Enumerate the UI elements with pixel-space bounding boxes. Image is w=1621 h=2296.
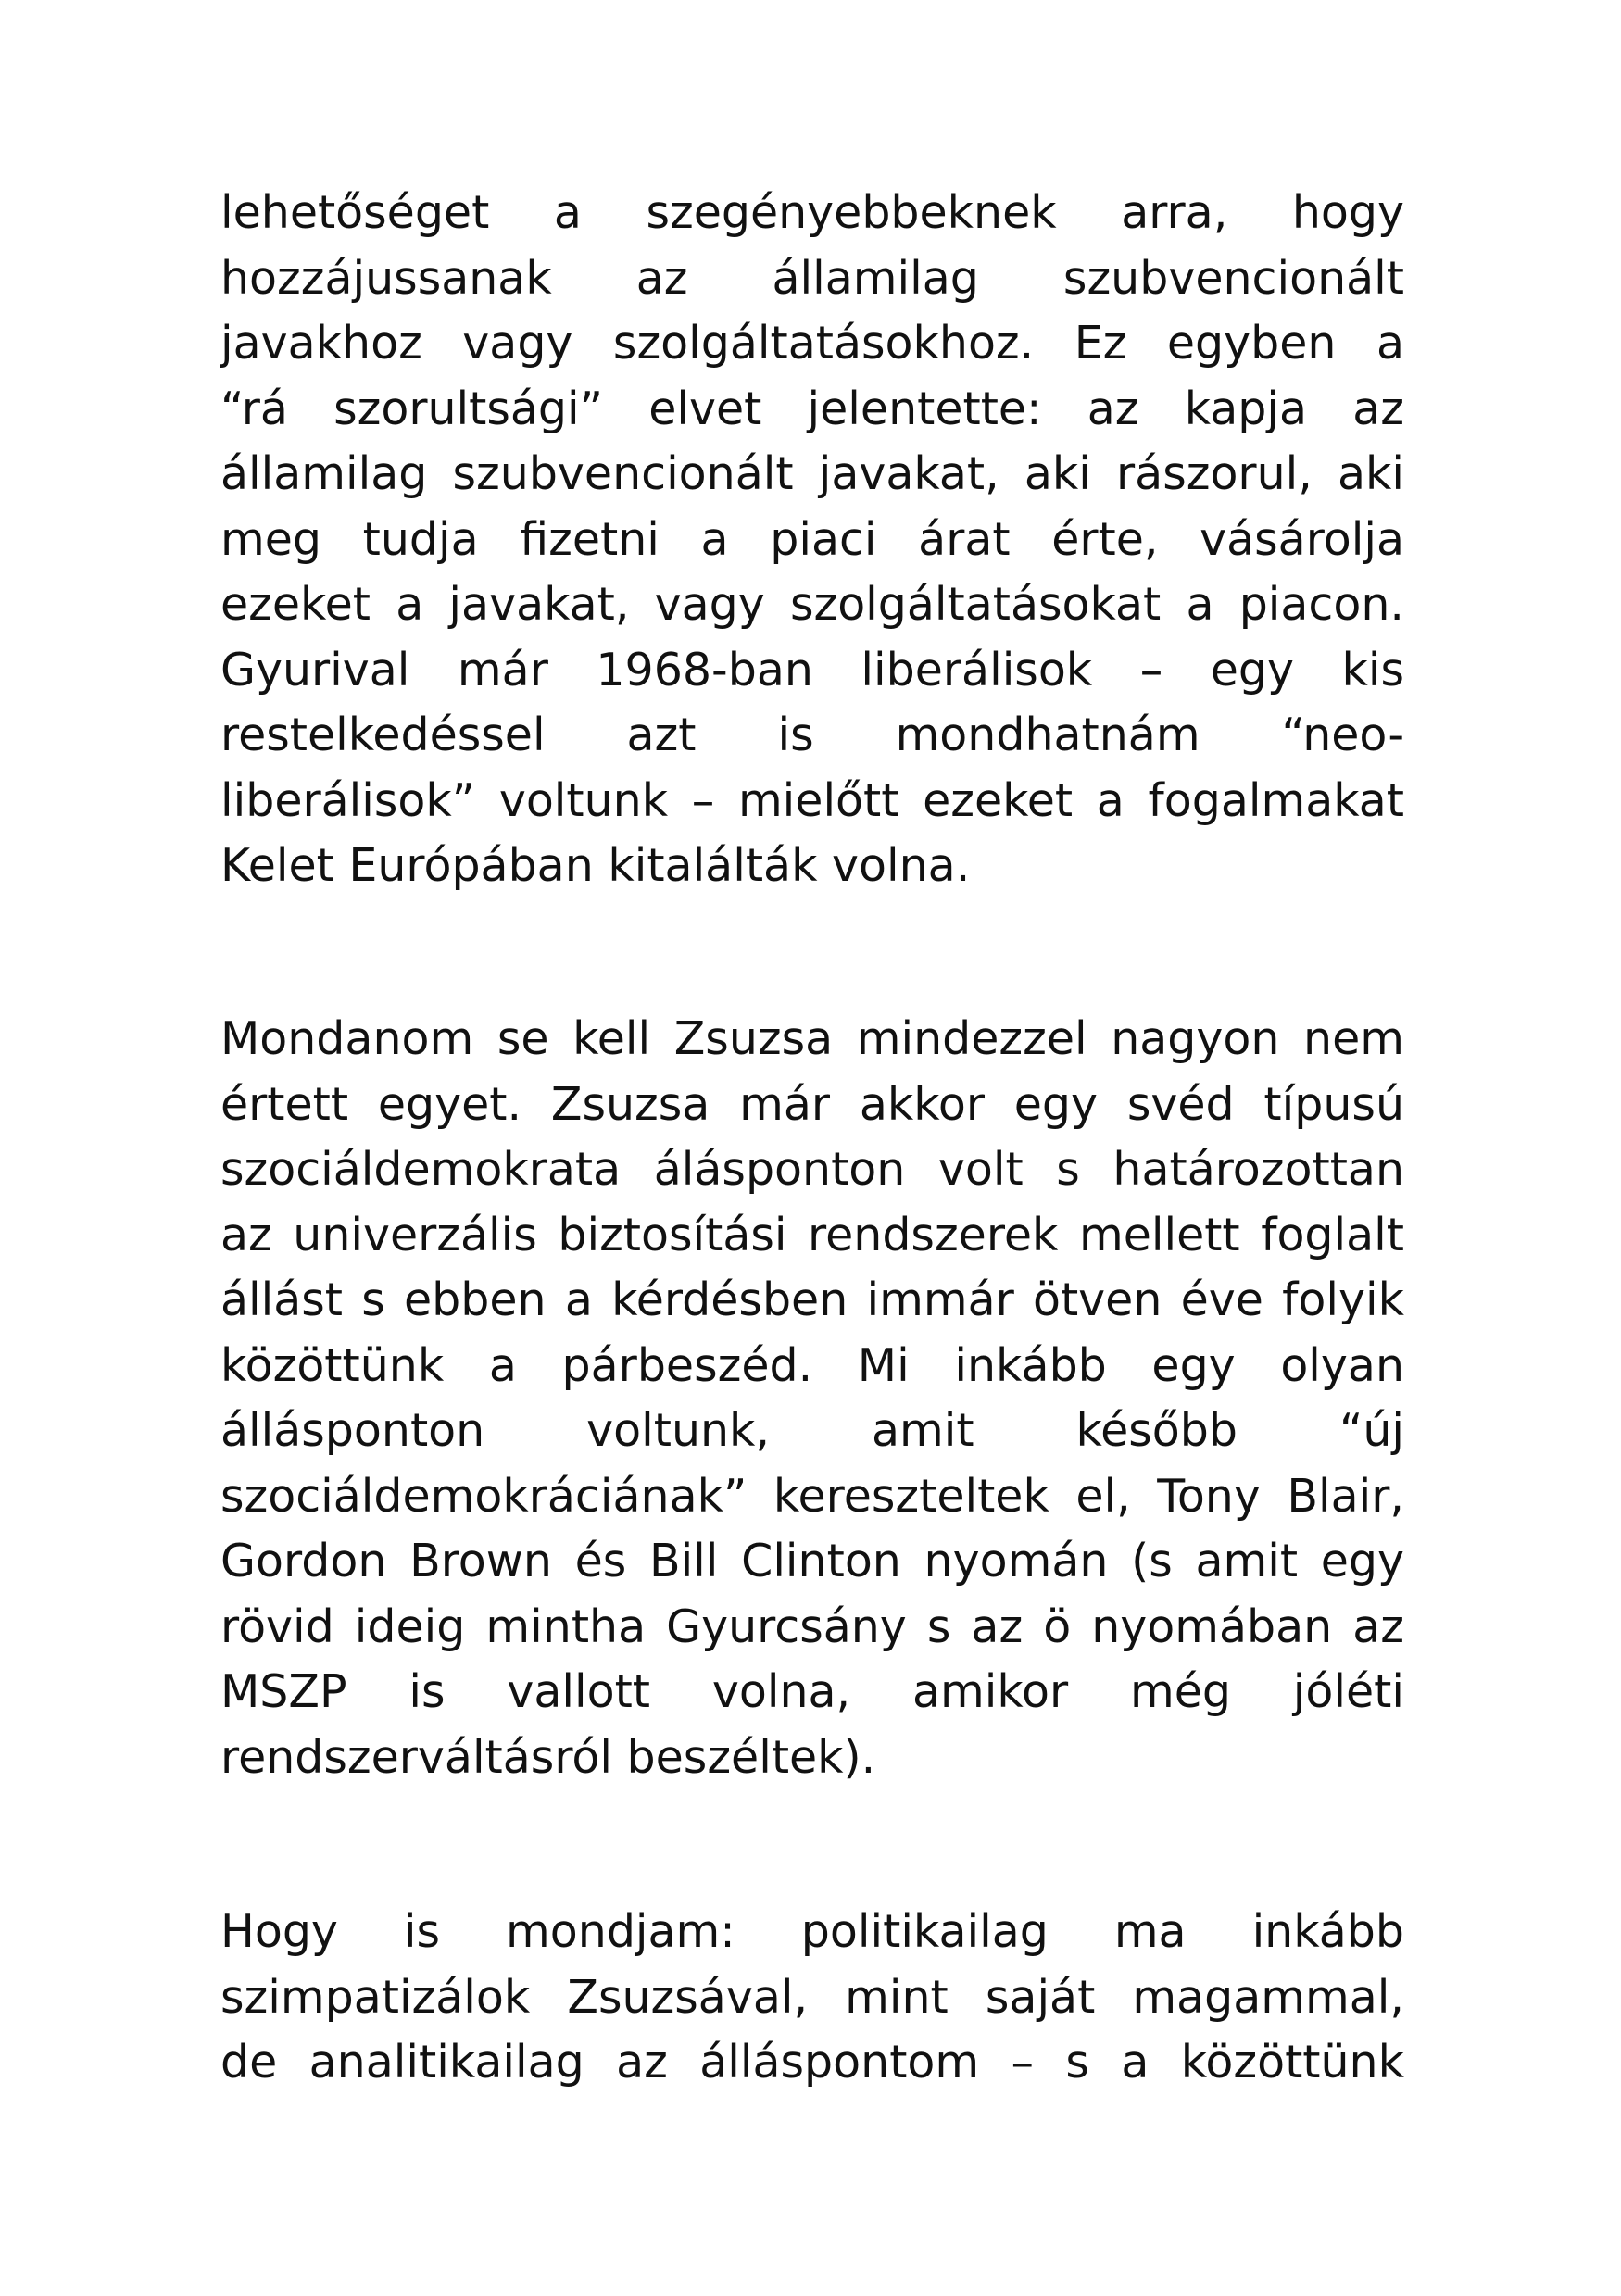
text-line: Hogy is mondjam: politikailag ma inkább — [220, 1905, 1404, 1958]
text-line: rövid ideig mintha Gyurcsány s az ö nyomában az — [220, 1600, 1404, 1653]
text-line: értett egyet. Zsuzsa már akkor egy svéd típusú — [220, 1077, 1404, 1131]
text-line: meg tudja fizetni a piaci árat érte, vásárolja — [220, 512, 1404, 566]
text-line: javakhoz vagy szolgáltatásokhoz. Ez egyben a — [220, 317, 1404, 370]
paragraph-2 — [220, 1007, 1404, 1790]
text-line: de analitikailag az álláspontom – s a közöttünk — [220, 2036, 1404, 2089]
text-line: közöttünk a párbeszéd. Mi inkább egy olyan — [220, 1338, 1404, 1392]
text-line: restelkedéssel azt is mondhatnám “neo- — [220, 709, 1404, 761]
text-line: Gyurival már 1968-ban liberálisok – egy kis — [220, 643, 1404, 696]
text-line: állásponton voltunk, amit később “új — [220, 1404, 1404, 1457]
text-line: állást s ebben a kérdésben immár ötven éve folyik — [220, 1273, 1404, 1326]
text-line: államilag szubvencionált javakat, aki rászorul, aki — [220, 447, 1404, 500]
text-line: ezeket a javakat, vagy szolgáltatásokat a piacon. — [220, 578, 1404, 631]
text-line: “rá szorultsági” elvet jelentette: az kapja az — [220, 382, 1404, 435]
text-line: hozzájussanak az államilag szubvencionált — [220, 251, 1404, 305]
text-line: lehetőséget a szegényebbeknek arra, hogy — [220, 186, 1404, 239]
text-line: rendszerváltásról beszéltek). — [220, 1730, 876, 1784]
text-line: Gordon Brown és Bill Clinton nyomán (s amit egy — [220, 1535, 1404, 1587]
text-line: Kelet Európában kitalálták volna. — [220, 839, 971, 892]
text-line: MSZP is vallott volna, amikor még jóléti — [220, 1665, 1404, 1718]
text-line: szociáldemokráciának” kereszteltek el, Tony Blair, — [220, 1469, 1404, 1523]
text-line: szimpatizálok Zsuzsával, mint saját magammal, — [220, 1970, 1404, 2024]
paragraph-1 — [220, 181, 1404, 899]
text-line: liberálisok” voltunk – mielőtt ezeket a fogalmakat — [220, 773, 1404, 827]
text-line: szociáldemokrata álásponton volt s határozottan — [220, 1143, 1404, 1196]
text-line: Mondanom se kell Zsuzsa mindezzel nagyon nem — [220, 1012, 1404, 1065]
paragraph-3 — [220, 1900, 1404, 2096]
text-line: az univerzális biztosítási rendszerek mellett foglalt — [220, 1208, 1404, 1261]
